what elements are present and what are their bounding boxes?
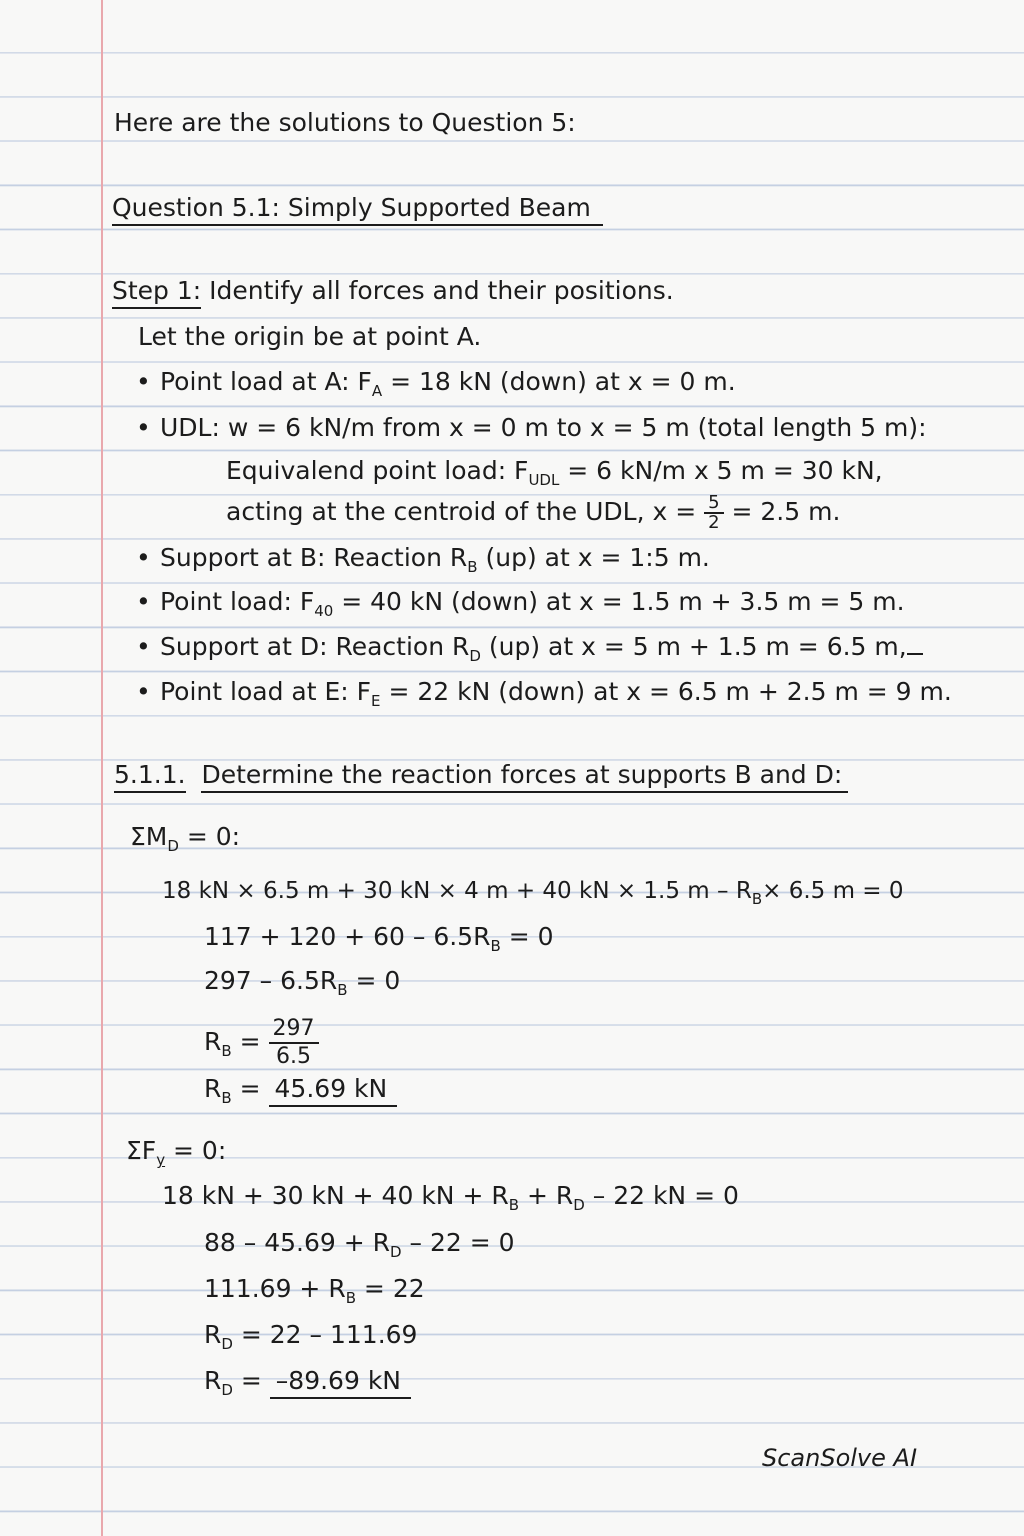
sum-forces-heading: $\Sigma F_y = 0$: <box>126 1136 227 1169</box>
section-title: Question 5.1: Simply Supported Beam <box>112 193 603 223</box>
bullet-point-load-40: • Point load: $F_{40} = 40$ kN (down) at x = 1.5 m + 3.5 m = 5 m. <box>160 587 905 617</box>
bullet-support-b: • Support at B: Reaction $R_B$ (up) at x = 1:5 m. <box>160 543 710 573</box>
udl-centroid: acting at the centroid of the UDL, x = $\frac{5}{2}$ = 2.5 m. <box>226 492 841 533</box>
force-equation-3: $111.69 + R_B = 22$ <box>204 1274 425 1307</box>
moment-equation-2: $117 + 120 + 60 - 6.5R_B = 0$ <box>204 922 554 955</box>
origin-line: Let the origin be at point A. <box>138 322 482 351</box>
rb-answer-line: $R_B = 45.69$ kN <box>204 1074 397 1104</box>
step1-text: Identify all forces and their positions. <box>201 276 674 305</box>
bullet-udl: • UDL: w = 6 kN/m from x = 0 m to x = 5 m (total length 5 m): <box>160 413 927 443</box>
force-equation-1: 18 kN + 30 kN + 40 kN + $R_B + R_D - 22$ kN = 0 <box>162 1181 739 1214</box>
rd-answer: –89.69 kN <box>270 1366 411 1399</box>
step1-heading <box>112 276 674 306</box>
moment-equation-1: 18 kN × 6.5 m + 30 kN × 4 m + 40 kN × 1.5 $m - R_B\times 6.5$ m = 0 <box>162 878 904 908</box>
udl-equivalent-load: Equivalend point load: $F_{UDL} = 6$ kN/m x 5 m = 30 kN, <box>226 456 883 489</box>
rb-fraction: $\frac{297}{6.5}$ <box>269 1016 319 1070</box>
intro-text: Here are the solutions to Question 5: <box>114 108 576 137</box>
sum-moments-heading: $\Sigma M_D = 0$: <box>130 822 241 855</box>
moment-equation-4: $R_B$ = $\frac{297}{6.5}$ <box>204 1016 319 1070</box>
part-title: Determine the reaction forces at supports B and D: <box>201 760 848 793</box>
centroid-fraction: $\frac{5}{2}$ <box>704 494 723 532</box>
rb-answer: 45.69 kN <box>269 1074 398 1107</box>
signature: ScanSolve AI <box>762 1444 918 1472</box>
moment-equation-3: $297 - 6.5R_B = 0$ <box>204 966 401 999</box>
force-equation-4: $R_D = 22 - 111.69$ <box>204 1320 418 1353</box>
bullet-support-d: • Support at D: Reaction $R_D$ (up) at x = 5 m + 1.5 m = 6.5 m, <box>160 632 923 662</box>
bullet-point-load-e: • Point load at E: $F_E = 22$ kN (down) at x = 6.5 m + 2.5 m = 9 m. <box>160 677 952 707</box>
part-number: 5.1.1. <box>114 760 186 793</box>
margin-line <box>101 0 103 1536</box>
force-equation-2: $88 - 45.69 + R_D - 22 = 0$ <box>204 1228 515 1261</box>
bullet-point-load-a: • Point load at A: $F_A = 18$ kN (down) at x = 0 m. <box>160 367 736 397</box>
part-511-heading <box>114 760 848 790</box>
step1-label: Step 1: <box>112 276 201 309</box>
rd-answer-line: $R_D = -89.69$ kN <box>204 1366 411 1396</box>
